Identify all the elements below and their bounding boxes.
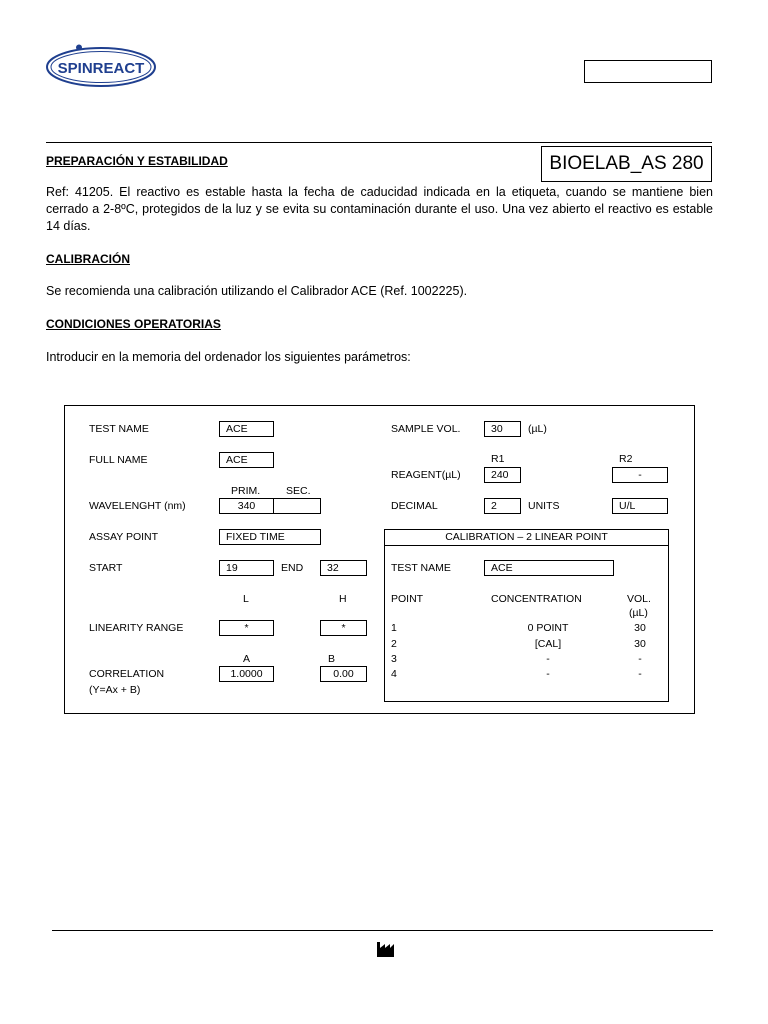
col-vol-header: VOL. [627,593,651,605]
units-label: UNITS [528,500,560,512]
correlation-formula: (Y=Ax + B) [89,684,141,696]
wavelength-label: WAVELENGHT (nm) [89,500,186,512]
l-label: L [243,593,249,605]
correlation-a-field: 1.0000 [219,666,274,682]
wavelength-sec-field [273,498,321,514]
logo-text: SPINREACT [57,60,145,77]
sec-label: SEC. [286,485,311,497]
end-field: 32 [320,560,367,576]
full-name-field: ACE [219,452,274,468]
calibration-heading: CALIBRACIÓN [46,252,130,266]
cal-row-vol: 30 [634,622,646,634]
cal-row-concentration: - [546,653,550,665]
spinreact-logo [46,44,156,86]
a-label: A [243,653,251,665]
cal-row-vol: - [638,653,642,665]
header-divider [46,142,712,143]
end-label: END [281,562,304,574]
col-vol-unit: (µL) [629,607,648,619]
cal-row-vol: 30 [634,638,646,650]
linearity-label: LINEARITY RANGE [89,622,184,634]
start-label: START [89,562,123,574]
reagent-r2-field: - [612,467,668,483]
sample-vol-label: SAMPLE VOL. [391,423,461,435]
decimal-field: 2 [484,498,521,514]
col-concentration-header: CONCENTRATION [491,593,582,605]
assay-point-label: ASSAY POINT [89,531,159,543]
cal-test-name-label: TEST NAME [391,562,451,574]
r1-label: R1 [491,453,505,465]
assay-point-field: FIXED TIME [219,529,321,545]
h-label: H [339,593,347,605]
footer-divider [52,930,713,931]
linearity-l-field: * [219,620,274,636]
cal-row-point: 4 [391,668,397,680]
cal-row-point: 3 [391,653,397,665]
product-title: BIOELAB_AS 280 [541,146,712,182]
sample-vol-field: 30 [484,421,521,437]
document-code-box [584,60,712,83]
prim-label: PRIM. [231,485,261,497]
prep-heading: PREPARACIÓN Y ESTABILIDAD [46,154,228,168]
units-field: U/L [612,498,668,514]
conditions-text: Introducir en la memoria del ordenador los siguientes parámetros: [46,350,411,364]
r2-label: R2 [619,453,633,465]
start-field: 19 [219,560,274,576]
cal-row-point: 1 [391,622,397,634]
correlation-b-field: 0.00 [320,666,367,682]
prep-text: Ref: 41205. El reactivo es estable hasta la fecha de caducidad indicada en la etiqueta, cuando se mantiene bien cerrado a 2-8ºC, protegidos de la luz y se evita su contaminación durante el uso. Una vez abierto el reactivo es estable 14 días. [46,185,713,233]
sample-vol-unit: (µL) [528,423,547,435]
full-name-label: FULL NAME [89,454,148,466]
wavelength-prim-field: 340 [219,498,274,514]
b-label: B [328,653,336,665]
cal-row-concentration: [CAL] [534,638,562,650]
col-point-header: POINT [391,593,424,605]
linearity-h-field: * [320,620,367,636]
calibration-header: CALIBRATION – 2 LINEAR POINT [384,529,669,546]
decimal-label: DECIMAL [391,500,438,512]
cal-row-concentration: - [546,668,550,680]
factory-icon [377,940,397,957]
cal-test-name-field: ACE [484,560,614,576]
reagent-label: REAGENT(µL) [391,469,461,481]
correlation-label: CORRELATION [89,668,165,680]
test-name-field: ACE [219,421,274,437]
conditions-heading: CONDICIONES OPERATORIAS [46,317,221,331]
cal-row-vol: - [638,668,642,680]
test-name-label: TEST NAME [89,423,149,435]
reagent-r1-field: 240 [484,467,521,483]
cal-row-point: 2 [391,638,397,650]
cal-row-concentration: 0 POINT [527,622,569,634]
calibration-text: Se recomienda una calibración utilizando el Calibrador ACE (Ref. 1002225). [46,284,468,298]
